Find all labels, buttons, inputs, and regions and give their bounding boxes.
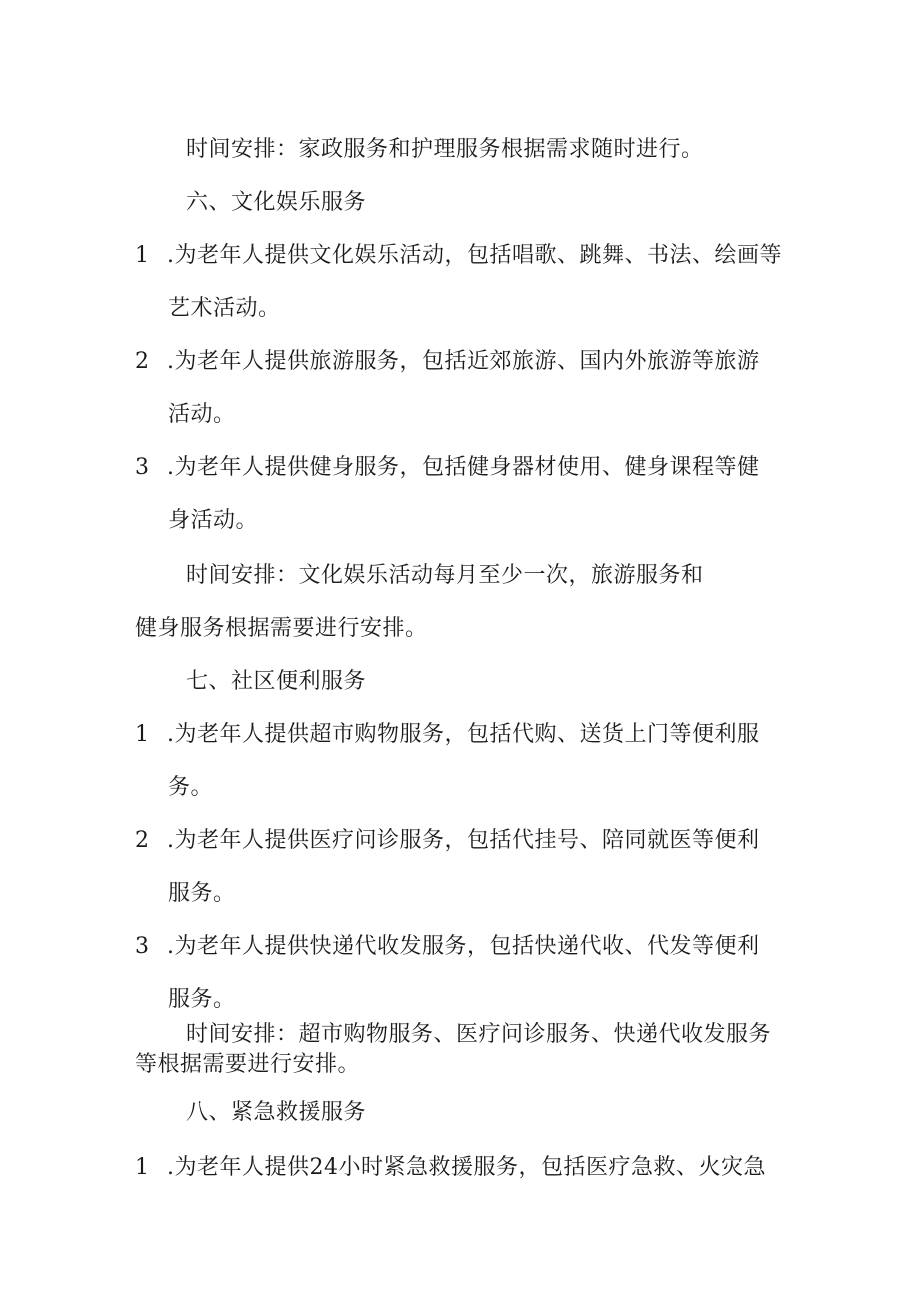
section-6-heading: 六、文化娱乐服务 bbox=[186, 190, 367, 215]
item-text: .为老年人提供快递代收发服务，包括快递代收、代发等便利 bbox=[167, 934, 760, 959]
intro-time-paragraph: 时间安排：家政服务和护理服务根据需求随时进行。 bbox=[186, 137, 704, 162]
section-7-item-3-continuation: 服务。 bbox=[168, 987, 236, 1012]
item-number: 3 bbox=[135, 934, 150, 959]
section-8-item-1 bbox=[135, 1153, 766, 1183]
section-7-item-1-continuation: 务。 bbox=[168, 775, 214, 800]
section-7-item-3 bbox=[135, 932, 760, 962]
item-number: 1 bbox=[135, 722, 150, 747]
item-number: 1 bbox=[135, 243, 150, 268]
section-6-item-3 bbox=[135, 453, 760, 483]
section-7-time-paragraph-continuation: 等根据需要进行安排。 bbox=[135, 1052, 361, 1077]
section-6-time-paragraph-continuation: 健身服务根据需要进行安排。 bbox=[135, 616, 428, 641]
section-7-item-2-continuation: 服务。 bbox=[168, 881, 236, 906]
item-number: 3 bbox=[135, 455, 150, 480]
item-number: 2 bbox=[135, 349, 150, 374]
section-7-item-1 bbox=[135, 720, 760, 750]
section-6-item-1-continuation: 艺术活动。 bbox=[168, 296, 281, 321]
item-number: 2 bbox=[135, 828, 150, 853]
section-6-item-2 bbox=[135, 347, 760, 377]
item-text: .为老年人提供医疗问诊服务，包括代挂号、陪同就医等便利 bbox=[167, 828, 760, 853]
section-7-item-2 bbox=[135, 826, 760, 856]
item-text: .为老年人提供24小时紧急救援服务，包括医疗急救、火灾急 bbox=[167, 1155, 766, 1180]
section-6-item-3-continuation: 身活动。 bbox=[168, 508, 259, 533]
section-7-heading: 七、社区便利服务 bbox=[186, 669, 367, 694]
section-7-time-paragraph: 时间安排：超市购物服务、医疗问诊服务、快递代收发服务 bbox=[186, 1022, 772, 1047]
item-text: .为老年人提供文化娱乐活动，包括唱歌、跳舞、书法、绘画等 bbox=[167, 243, 782, 268]
item-text: .为老年人提供健身服务，包括健身器材使用、健身课程等健 bbox=[167, 455, 760, 480]
section-8-heading: 八、紧急救援服务 bbox=[186, 1100, 367, 1125]
item-text: .为老年人提供超市购物服务，包括代购、送货上门等便利服 bbox=[167, 722, 760, 747]
item-number: 1 bbox=[135, 1155, 150, 1180]
item-text: .为老年人提供旅游服务，包括近郊旅游、国内外旅游等旅游 bbox=[167, 349, 760, 374]
section-6-item-1 bbox=[135, 241, 782, 271]
section-6-item-2-continuation: 活动。 bbox=[168, 402, 236, 427]
section-6-time-paragraph: 时间安排：文化娱乐活动每月至少一次，旅游服务和 bbox=[186, 563, 704, 588]
